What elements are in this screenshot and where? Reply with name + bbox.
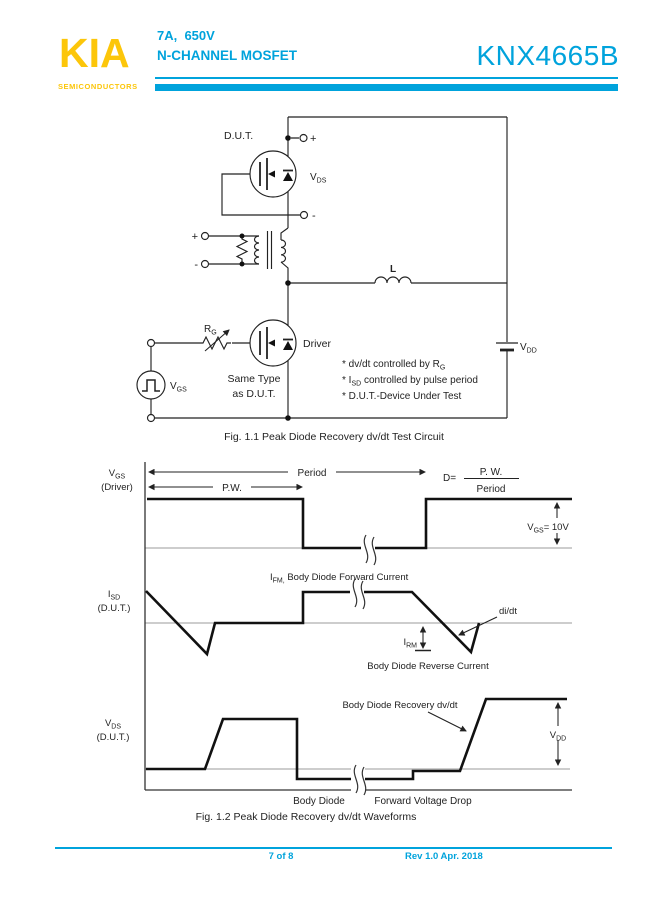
test-circuit-figure (90, 105, 560, 450)
vgs-axis-label: $V_{GS}$ (108, 468, 126, 481)
reverse-current-note: Body Diode Reverse Current (367, 661, 489, 672)
part-number: KNX4665B (476, 40, 619, 71)
vgs-label: $V_{GS}$ (170, 381, 187, 394)
vds-axis-label: $V_{DS}$ (104, 718, 122, 731)
xfmr-plus-label: + (191, 231, 198, 243)
device-rating: 7A, 650V (157, 28, 215, 43)
irm-label: $I_{RM}$ (403, 637, 417, 650)
transformer-primary-coil (255, 236, 260, 264)
isd-axis-label2: (D.U.T.) (97, 603, 131, 614)
rg-label: $R_G$ (204, 324, 217, 337)
didt-arrow (459, 617, 497, 635)
revision-label: Rev 1.0 Apr. 2018 (405, 851, 483, 862)
didt-label: di/dt (499, 606, 517, 617)
inductor-coil (375, 277, 411, 283)
fig2-caption: Fig. 1.2 Peak Diode Recovery dv/dt Waveforms (195, 811, 417, 823)
vdd-label: $V_{DD}$ (520, 342, 537, 355)
footer-rule (55, 847, 612, 849)
device-type: N-CHANNEL MOSFET (157, 48, 297, 63)
xfmr-minus-label: - (194, 259, 198, 271)
vgs-axis-label2: (Driver) (101, 482, 133, 493)
fig1-caption: Fig. 1.1 Peak Diode Recovery dv/dt Test Circuit (224, 431, 444, 443)
waveform-axes (145, 462, 572, 790)
kia-logo-subtext: SEMICONDUCTORS (58, 82, 138, 91)
waveforms-figure (85, 455, 585, 830)
period-label: Period (297, 468, 327, 479)
plus-terminal-label: + (310, 133, 317, 145)
same-type-line2: as D.U.T. (232, 388, 276, 400)
duty-denominator: Period (476, 484, 506, 495)
body-diode-label: Body Diode (293, 796, 345, 807)
fwd-drop-label: Forward Voltage Drop (374, 796, 472, 807)
kia-logo: KIA (59, 30, 130, 76)
vdd-battery (496, 343, 518, 350)
vds-label: $V_{DS}$ (310, 172, 327, 185)
circuit-notes (342, 359, 478, 402)
pw-label: P.W. (222, 483, 242, 494)
note-isd: * $I_{SD}$ controlled by pulse period (342, 375, 478, 388)
vgs-pulse-source (137, 371, 165, 399)
vgs-trace (147, 499, 572, 548)
duty-numerator: P. W. (479, 467, 503, 478)
isd-axis-label: $I_{SD}$ (107, 589, 121, 602)
dut-mosfet-symbol (250, 151, 296, 197)
dut-label: D.U.T. (224, 130, 254, 142)
driver-mosfet-symbol (250, 320, 296, 366)
transformer-core (268, 231, 272, 269)
ifm-note: $I_{FM,}$ Body Diode Forward Current (270, 572, 409, 585)
transformer-secondary-coil (281, 240, 286, 262)
waveform-axis-labels (97, 468, 133, 743)
inductor-label: L (389, 264, 397, 275)
vdd-level-label: $V_{DD}$ (549, 730, 567, 743)
vgs-level-label: $V_{GS}= 10V$ (527, 522, 569, 535)
same-type-line1: Same Type (227, 373, 281, 385)
recovery-arrow (428, 712, 466, 731)
page-indicator: 7 of 8 (268, 851, 294, 862)
note-dut: * D.U.T.-Device Under Test (342, 391, 462, 402)
header-rule-thick (155, 84, 618, 91)
recovery-note: Body Diode Recovery dv/dt (342, 700, 458, 711)
driver-label: Driver (303, 338, 331, 350)
vds-axis-label2: (D.U.T.) (96, 732, 130, 743)
note-dvdt: * dv/dt controlled by $R_G$ (342, 359, 446, 372)
minus-terminal-label: - (312, 210, 316, 222)
duty-lhs: D= (443, 473, 457, 484)
duty-cycle-equation (443, 467, 519, 495)
header-rule-thin (155, 77, 618, 79)
